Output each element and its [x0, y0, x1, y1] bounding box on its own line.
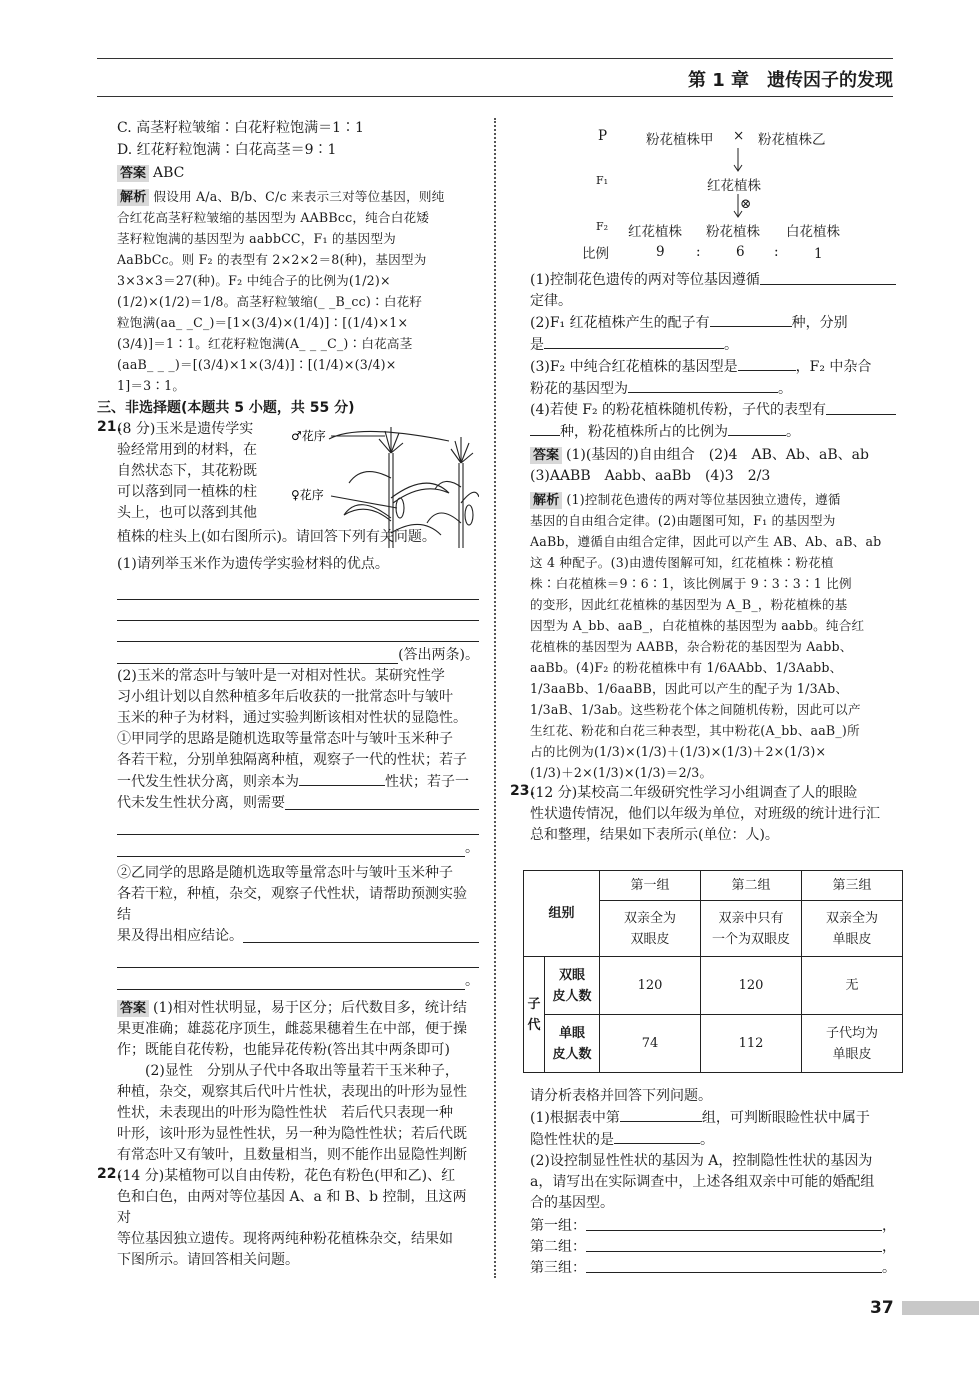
blank-field[interactable]	[614, 1129, 700, 1144]
selfing-symbol: ⊗	[740, 196, 752, 212]
q23-parts: 请分析表格并回答下列问题。 (1)根据表中第 组，可判断眼睑性状中属于 隐性性状的是 。 (2)设控制显性性状的基因为 A，控制隐性性状的基因为 a，请写出在实际调查中，上述各组双亲中可能的婚配组 合的基因型。 第一组： ， 第二组： ， 第三组： 。	[530, 1088, 896, 1276]
text-line: (8 分)玉米是遗传学实	[117, 421, 254, 437]
q21-part2	[97, 666, 479, 771]
blank-field[interactable]	[620, 1107, 702, 1122]
text-line: a，请写出在实际调查中，上述各组双亲中可能的婚配组	[530, 1174, 875, 1190]
text-line: ①甲同学的思路是随机选取等量常态叶与皱叶玉米种子	[117, 731, 453, 747]
table-header: 第二组	[701, 871, 802, 901]
text-line: 总和整理，结果如下表所示(单位：人)。	[530, 827, 779, 843]
header-rule-top	[97, 58, 893, 59]
option-d: D. 红花籽粒饱满∶白花高茎＝9∶1	[117, 142, 337, 158]
question-21-intro: 21. (8 分)玉米是遗传学实 验经常用到的材料，在 自然状态下，其花粉既 可以落到同一植株的柱 头上，也可以落到其他 ♂花序 ♀花序 植株的柱头上(如右图所示)。请回答下列有关问题。	[97, 419, 479, 554]
blank-field[interactable]	[243, 926, 479, 943]
answer-line[interactable]	[117, 836, 465, 857]
text-line: 性状遗传情况，他们以年级为单位，对班级的统计进行汇	[530, 806, 880, 822]
text-line: 玉米的种子为材料，通过实验判断该相对性状的显隐性。	[117, 710, 467, 726]
group-header: 组别	[524, 871, 600, 957]
group1-field[interactable]	[586, 1216, 882, 1231]
answer-line[interactable]	[117, 947, 479, 968]
blank-field[interactable]	[738, 356, 796, 371]
text-line: AaBbCc。则 F₂ 的表型有 2×2×2＝8(种)，基因型为	[117, 252, 427, 267]
blank-field[interactable]	[760, 270, 896, 285]
text-line: 因型为 A_bb、aaB_，白花植株的基因型为 aabb。纯合红	[530, 618, 865, 633]
question-number: 23.	[510, 783, 535, 799]
table-header: 第一组	[600, 871, 701, 901]
text-line: 习小组计划以自然种植多年后收获的一批常态叶与皱叶	[117, 689, 453, 705]
cross-diagram: P 粉花植株甲 × 粉花植株乙 F₁ 红花植株 ⊗ F₂ 红花植株 粉花植株 白花植株 比例 9 : 6 : 1	[582, 128, 840, 262]
answer-21	[97, 998, 479, 1166]
text-line: 头上，也可以落到其他	[117, 505, 257, 521]
explanation-22	[530, 489, 896, 783]
answer-line[interactable]	[117, 969, 465, 990]
column-divider	[494, 118, 496, 1278]
question-23	[510, 783, 896, 846]
text-line: 等位基因独立遗传。现将两纯种粉花植株杂交，结果如	[117, 1231, 453, 1247]
answer-line[interactable]	[117, 600, 479, 621]
text-line: 合红花高茎籽粒皱缩的基因型为 AABBcc，纯合白花矮	[117, 210, 430, 225]
text-line: 3×3×3＝27(种)。F₂ 中纯合子的比例为(1/2)×	[117, 273, 391, 288]
blank-field[interactable]	[299, 771, 385, 786]
table-cell: 74	[600, 1015, 701, 1073]
left-column: C. 高茎籽粒皱缩∶白花籽粒饱满＝1∶1 D. 红花籽粒饱满∶白花高茎＝9∶1 答案 ABC 解析 假设用 A/a、B/b、C/c 来表示三对等位基因，则纯 合红花高茎籽粒皱缩的基因型为 AABBcc，纯合白花矮 茎籽粒饱满的基因型为 aabbCC，F₁ 的基因型为 AaBbCc。则 F₂ 的表型有 2×2×2＝8(种)，基因型为 3×3×3＝27(种)。F₂ 中纯合子的比例为(1/2)× (1/2)×(1/2)＝1/8。高茎籽粒皱缩(_ _B_cc)∶白花籽 粒饱满(aa_ _C_)＝[1×(3/4)×(1/4)]∶[(1/4)×1× (3/4)]＝1∶1。红花籽粒饱满(A_ _ _C_)∶白花高茎 (aaB_ _ _)＝[(3/4)×1×(3/4)]∶[(1/4)×(3/4)× 1]＝3∶1。 三、非选择题(本题共 5 小题，共 55 分) 21. (8 分)玉米是遗传学实 验经常用到的材料，在 自然状态下，其花粉既 可以落到同一植株的柱 头上，也可以落到其他 ♂花序 ♀花序 植株的柱头上(如右图所示)。请回答下列有关问题。 (1)请列举玉米作为遗传学实验材料的优点。 (答出两条)。 (2)玉米的常态叶与皱叶是一对相对性状。某研究性学 习小组计划以自然种植多年后收获的一批常态叶与皱叶 玉米的种子为材料，通过实验判断该相对性状的显隐性。 ①甲同学的思路是随机选取等量常态叶与皱叶玉米种子 各若干粒，分别单独隔离种植，观察子一代的性状；若子 一代发生性状分离，则亲本为 性状；若子一 代未发生性状分离，则需要 。 ②乙同学的思路是随机选取等量常态叶与皱叶玉米种子 各若干粒，种植，杂交，观察子代性状，请帮助预测实验结 果及得出相应结论。 。 答案 (1)相对性状明显，易于区分；后代数目多，统计结 果更准确；雄蕊花序顶生，雌蕊果穗着生在中部，便于操 作；既能自花传粉，也能异花传粉(答出其中两条即可) (2)显性 分别从子代中各取出等量若干玉米种子， 种植，杂交，观察其后代叶片性状，表现出的叶形为显性 性状，未表现出的叶形为隐性性状 若后代只表现一种 叶形，该叶形为显性性状，另一种为隐性性状；若后代既 有常态叶又有皱叶，且数量相当，则不能作出显隐性判断 22. (14 分)某植物可以自由传粉，花色有粉色(甲和乙)、红 色和白色，由两对等位基因 A、a 和 B、b 控制，且这两对 等位基因独立遗传。现将两纯种粉花植株杂交，结果如 下图所示。请回答相关问题。	[97, 118, 479, 1271]
text-line: 株∶白花植株＝9∶6∶1，该比例属于 9∶3∶3∶1 比例	[530, 576, 852, 591]
table-header: 第三组	[802, 871, 903, 901]
text-line: ②乙同学的思路是随机选取等量常态叶与皱叶玉米种子	[117, 865, 453, 881]
table-cell: 子代均为 单眼皮	[802, 1015, 903, 1073]
parent-type: 双亲全为 单眼皮	[802, 901, 903, 957]
text-line: 生红花、粉花和白花三种表型，其中粉花(A_bb、aaB_)所	[530, 723, 860, 738]
text-line: (2)玉米的常态叶与皱叶是一对相对性状。某研究性学	[117, 668, 445, 684]
text-line: 占的比例为(1/3)×(1/3)＋(1/3)×(1/3)＋2×(1/3)×	[530, 744, 827, 759]
male-inflorescence-label: ♂花序	[291, 429, 326, 443]
blank-field[interactable]	[530, 421, 560, 436]
text-line: 性状，未表现出的叶形为隐性性状 若后代只表现一种	[117, 1105, 453, 1121]
text-line: 合的基因型。	[530, 1195, 614, 1211]
answer-20: 答案 ABC	[97, 163, 479, 184]
female-inflorescence-label: ♀花序	[291, 488, 324, 502]
text-line: 种植，杂交，观察其后代叶片性状，表现出的叶形为显性	[117, 1084, 467, 1100]
explanation-tag: 解析	[530, 492, 562, 509]
answer-line[interactable]	[117, 814, 479, 835]
text-line: (1/3)＋2×(1/3)×(1/3)＝2/3。	[530, 765, 713, 780]
row-label: 双眼 皮人数	[545, 957, 600, 1015]
answer-line[interactable]	[117, 621, 479, 642]
q21-part1: (1)请列举玉米作为遗传学实验材料的优点。	[117, 556, 389, 572]
text-line: 叶形，该叶形为显性性状，另一种为隐性性状；若后代既	[117, 1126, 467, 1142]
section-title: 三、非选择题(本题共 5 小题，共 55 分)	[97, 400, 355, 416]
text-line: 验经常用到的材料，在	[117, 442, 257, 458]
text-line: (2)设控制显性性状的基因为 A，控制隐性性状的基因为	[530, 1153, 873, 1169]
parent-type: 双亲中只有 一个为双眼皮	[701, 901, 802, 957]
arrow-down-icon	[732, 148, 744, 172]
eyelid-data-table	[523, 870, 903, 1073]
page-bar	[902, 1301, 979, 1315]
text-line: 花植株的基因型为 AABB，杂合粉花的基因型为 Aabb、	[530, 639, 853, 654]
text-line: 作；既能自花传粉，也能异花传粉(答出其中两条即可)	[117, 1042, 450, 1058]
chapter-title: 第 1 章 遗传因子的发现	[687, 70, 893, 91]
table-cell: 无	[802, 957, 903, 1015]
text-line: 各若干粒，分别单独隔离种植，观察子一代的性状；若子	[117, 752, 467, 768]
text-line: 1/3aB、1/3ab。这些粉花个体之间随机传粉，因此可以产	[530, 702, 861, 717]
right-column: P 粉花植株甲 × 粉花植株乙 F₁ 红花植株 ⊗ F₂ 红花植株 粉花植株 白花植株 比例 9 : 6 : 1 (1)控制花色遗传的两对等位基因遵循 定律。 (2)F₁ 红花植株产生的配子有 种，分别 是 。 (3)F₂ 中纯合红花植株的基因型是 ，F₂ 中杂合 粉花的基因型为 。 (4)若使 F₂ 的粉花植株随机传粉，子代的表型有 种，粉花植株所占的比例为 。 答案 (1)(基因的)自由组合 (2)4 AB、Ab、aB、ab (3)AABB Aabb、aaBb (4)3 2/3 解析 (1)控制花色遗传的两对等位基因独立遗传，遵循 基因的自由组合定律。(2)由题图可知，F₁ 的基因型为 AaBb，遵循自由组合定律，因此可以产生 AB、Ab、aB、ab 这 4 种配子。(3)由遗传图解可知，红花植株∶粉花植 株∶白花植株＝9∶6∶1，该比例属于 9∶3∶3∶1 比例 的变形，因此红花植株的基因型为 A_B_，粉花植株的基 因型为 A_bb、aaB_，白花植株的基因型为 aabb。纯合红 花植株的基因型为 AABB，杂合粉花的基因型为 Aabb、 aaBb。(4)F₂ 的粉花植株中有 1/6AAbb、1/3Aabb、 1/3aaBb、1/6aaBB，因此可以产生的配子为 1/3Ab、 1/3aB、1/3ab。这些粉花个体之间随机传粉，因此可以产 生红花、粉花和白花三种表型，其中粉花(A_bb、aaB_)所 占的比例为(1/3)×(1/3)＋(1/3)×(1/3)＋2×(1/3)× (1/3)＋2×(1/3)×(1/3)＝2/3。 23. (12 分)某校高二年级研究性学习小组调查了人的眼睑 性状遗传情况，他们以年级为单位，对班级的统计进行汇 总和整理，结果如下表所示(单位：人)。	[530, 124, 896, 846]
table-cell: 120	[600, 957, 701, 1015]
text-line: 各若干粒，种植，杂交，观察子代性状，请帮助预测实验结	[117, 886, 467, 923]
text-line: (1/2)×(1/2)＝1/8。高茎籽粒皱缩(_ _B_cc)∶白花籽	[117, 294, 423, 309]
text-line: 基因的自由组合定律。(2)由题图可知，F₁ 的基因型为	[530, 513, 836, 528]
text-line: 1]＝3∶1。	[117, 378, 186, 393]
text-line: 的变形，因此红花植株的基因型为 A_B_，粉花植株的基	[530, 597, 848, 612]
group3-field[interactable]	[586, 1258, 882, 1273]
table-cell: 112	[701, 1015, 802, 1073]
text-line: 有常态叶又有皱叶，且数量相当，则不能作出显隐性判断	[117, 1147, 467, 1163]
text-line: 答案 (1)相对性状明显，易于区分；后代数目多，统计结	[117, 998, 479, 1019]
text-line: 可以落到同一植株的柱	[117, 484, 257, 500]
answer-22: 答案 (1)(基因的)自由组合 (2)4 AB、Ab、aB、ab	[530, 445, 896, 466]
answer-line[interactable]	[117, 643, 398, 664]
header-rule	[97, 96, 893, 97]
text-line: (aaB_ _ _)＝[(3/4)×1×(3/4)]∶[(1/4)×(3/4)×	[117, 357, 397, 372]
page-number: 37	[870, 1298, 894, 1318]
blank-field[interactable]	[728, 421, 786, 436]
explanation-tag: 解析	[117, 189, 149, 206]
table-cell: 120	[701, 957, 802, 1015]
explanation-20	[97, 186, 479, 396]
blank-field[interactable]	[826, 400, 896, 415]
blank-field[interactable]	[285, 793, 479, 810]
text-line: (12 分)某校高二年级研究性学习小组调查了人的眼睑	[530, 785, 858, 801]
offspring-label: 子 代	[524, 957, 545, 1073]
text-line: (2)显性 分别从子代中各取出等量若干玉米种子，	[117, 1063, 459, 1079]
text-line: 色和白色，由两对等位基因 A、a 和 B、b 控制，且这两对	[117, 1189, 467, 1226]
question-22	[97, 1166, 479, 1271]
text-line: 下图所示。请回答相关问题。	[117, 1252, 299, 1268]
text-line: 粒饱满(aa_ _C_)＝[1×(3/4)×(1/4)]∶[(1/4)×1×	[117, 315, 409, 330]
question-number: 21.	[97, 419, 122, 435]
option-c: C. 高茎籽粒皱缩∶白花籽粒饱满＝1∶1	[117, 120, 364, 136]
q21-answer-lines: (答出两条)。	[97, 579, 479, 664]
group2-field[interactable]	[586, 1237, 882, 1252]
text-line: 解析 假设用 A/a、B/b、C/c 来表示三对等位基因，则纯	[117, 186, 479, 207]
answer-line[interactable]	[117, 579, 479, 600]
text-line: (3/4)]＝1∶1。红花籽粒饱满(A_ _ _C_)∶白花高茎	[117, 336, 413, 351]
text-line: aaBb。(4)F₂ 的粉花植株中有 1/6AAbb、1/3Aabb、	[530, 660, 843, 675]
blank-field[interactable]	[710, 312, 792, 327]
row-label: 单眼 皮人数	[545, 1015, 600, 1073]
blank-field[interactable]	[544, 334, 724, 349]
text-line: 这 4 种配子。(3)由遗传图解可知，红花植株∶粉花植	[530, 555, 834, 570]
text-line: 解析 (1)控制花色遗传的两对等位基因独立遗传，遵循	[530, 489, 896, 510]
answer-tag: 答案	[117, 165, 149, 182]
explanation-tag: 答案	[117, 1000, 149, 1017]
text-line: 自然状态下，其花粉既	[117, 463, 257, 479]
text-line: 1/3aaBb、1/6aaBB，因此可以产生的配子为 1/3Ab、	[530, 681, 849, 696]
text-line: (14 分)某植物可以自由传粉，花色有粉色(甲和乙)、红	[117, 1168, 456, 1184]
parent-type: 双亲全为 双眼皮	[600, 901, 701, 957]
text-line: 果更准确；雄蕊花序顶生，雌蕊果穗着生在中部，便于操	[117, 1021, 467, 1037]
blank-field[interactable]	[628, 378, 778, 393]
text-line: AaBb，遵循自由组合定律，因此可以产生 AB、Ab、aB、ab	[530, 534, 882, 549]
question-number: 22.	[97, 1166, 122, 1182]
q21-part3	[97, 863, 479, 926]
text-line: 茎籽粒饱满的基因型为 aabbCC，F₁ 的基因型为	[117, 231, 396, 246]
answer-tag: 答案	[530, 447, 562, 464]
